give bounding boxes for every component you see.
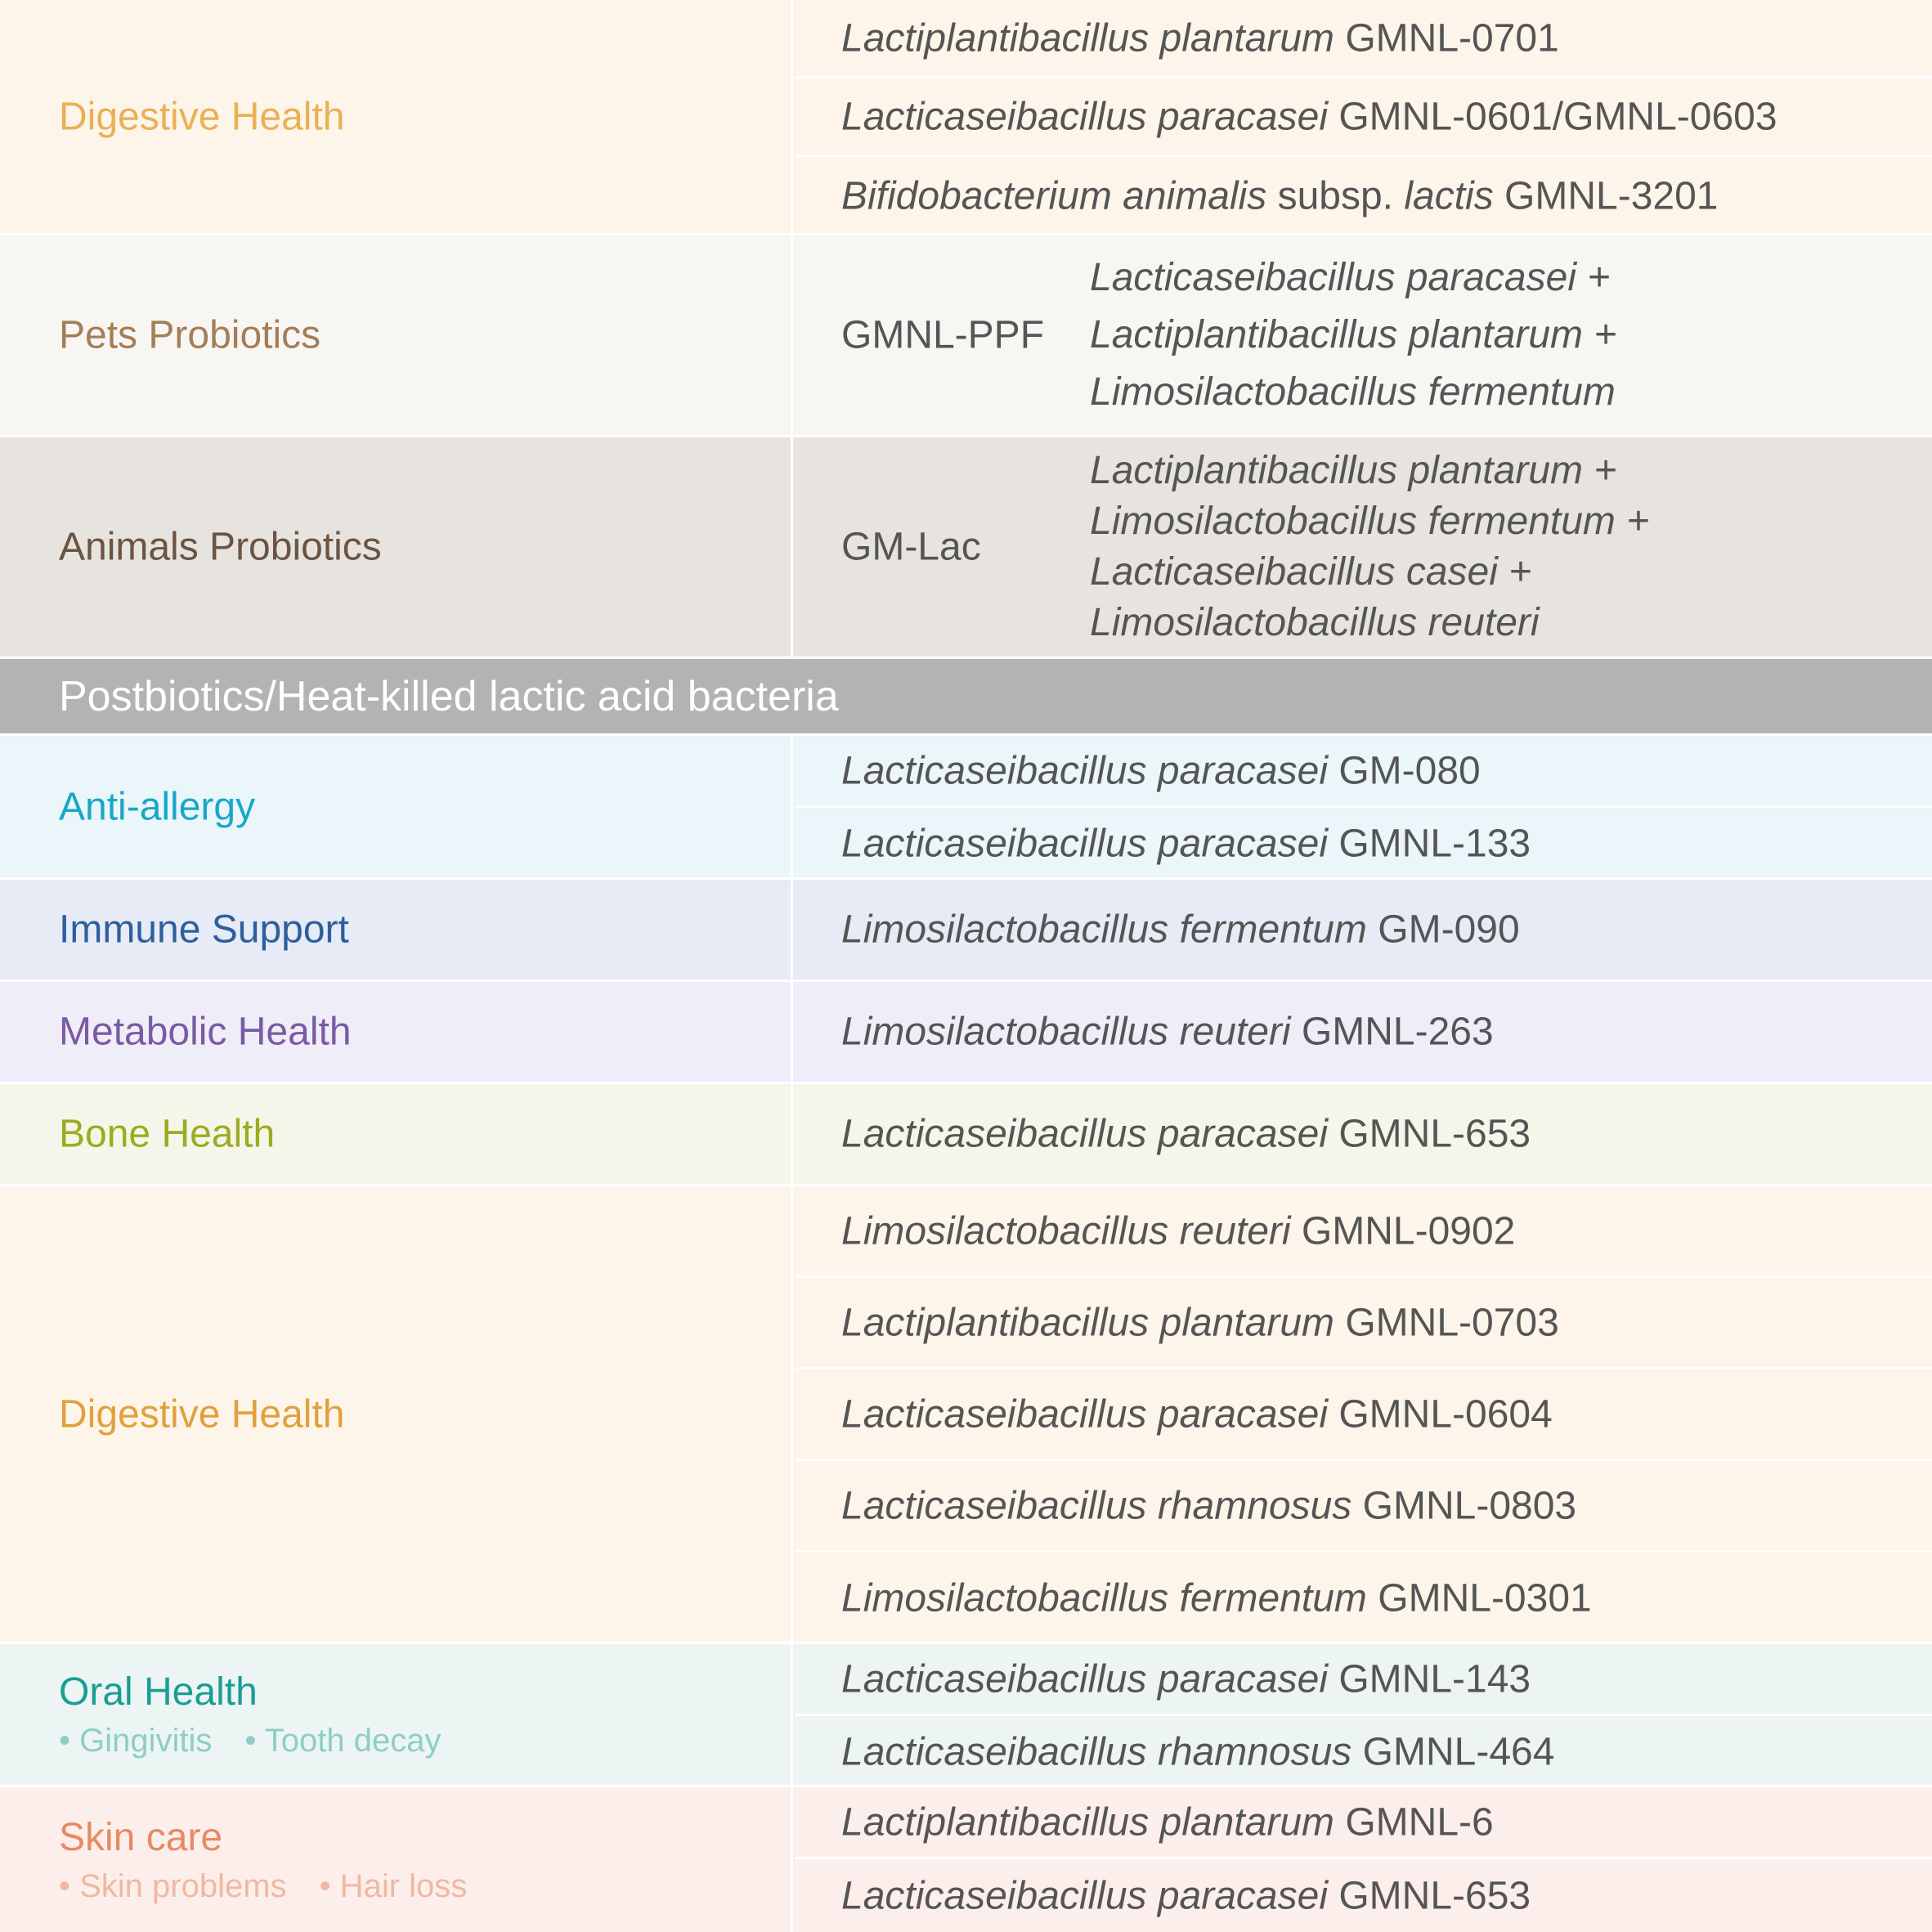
strain-code: GMNL-0803 [1362, 1484, 1577, 1527]
strain-combination [1090, 446, 1649, 648]
row-digestive-health-postbiotic [0, 1186, 1932, 1644]
strain-code: GMNL-3201 [1504, 174, 1719, 218]
category-label: Digestive Health [59, 95, 345, 138]
species: Bifidobacterium animalis [841, 174, 1267, 218]
species: Limosilactobacillus reuteri [841, 1209, 1291, 1253]
list-item [796, 0, 1932, 78]
category-label: Pets Probiotics [59, 313, 321, 357]
list-item [796, 1186, 1932, 1278]
category-label: Bone Health [59, 1112, 276, 1156]
category-label: Oral Health [59, 1670, 258, 1714]
row-immune-support [0, 880, 1932, 982]
species: Limosilactobacillus fermentum [841, 1576, 1367, 1620]
category-label: Digestive Health [59, 1392, 345, 1436]
strain-code: GM-090 [1378, 908, 1520, 952]
species: Limosilactobacillus fermentum [841, 908, 1367, 952]
subcategory-list [59, 1868, 500, 1905]
list-item [796, 736, 1932, 808]
combo-line: Limosilactobacillus fermentum + [1090, 500, 1650, 543]
species: Lacticaseibacillus rhamnosus [841, 1730, 1352, 1773]
strain-code: GMNL-133 [1338, 822, 1531, 866]
list-item [796, 1461, 1932, 1553]
species: Lacticaseibacillus paracasei [841, 1112, 1328, 1156]
row-metabolic-health [0, 982, 1932, 1084]
strain-code: GMNL-143 [1338, 1657, 1531, 1701]
row-bone-health [0, 1084, 1932, 1186]
category-label: Animals Probiotics [59, 525, 382, 569]
strain-code: GMNL-653 [1338, 1874, 1531, 1917]
species: Lacticaseibacillus paracasei [841, 749, 1328, 792]
subcategory-list [59, 1723, 474, 1759]
list-item [796, 1553, 1932, 1644]
combo-line: Limosilactobacillus fermentum [1090, 370, 1616, 414]
species: Lacticaseibacillus paracasei [841, 1657, 1328, 1701]
strain-code: GMNL-0902 [1301, 1209, 1516, 1253]
subspecies-label: subsp. [1277, 174, 1393, 218]
category-label: Skin care [59, 1815, 223, 1859]
combo-line: Lacticaseibacillus paracasei + [1090, 256, 1611, 299]
row-anti-allergy [0, 736, 1932, 880]
strain-code: GMNL-0701 [1345, 16, 1559, 60]
combo-line: Lacticaseibacillus casei + [1090, 550, 1532, 594]
strain-code: GMNL-6 [1345, 1800, 1494, 1844]
strain-code: GMNL-653 [1338, 1112, 1531, 1156]
subcategory: • Gingivitis [59, 1723, 213, 1759]
list-item [796, 1859, 1932, 1932]
list-item [796, 1716, 1932, 1787]
list-item [796, 1369, 1932, 1461]
list-item [796, 1644, 1932, 1716]
species: Lacticaseibacillus paracasei [841, 1392, 1328, 1436]
product-code: GM-Lac [841, 525, 981, 569]
subcategory: • Tooth decay [244, 1723, 442, 1759]
strain-code: GMNL-0604 [1338, 1392, 1553, 1436]
species: Lactiplantibacillus plantarum [841, 1301, 1334, 1344]
strain-code: GMNL-0601/GMNL-0603 [1338, 95, 1777, 138]
combo-line: Limosilactobacillus reuteri [1090, 601, 1540, 644]
strain-code: GMNL-464 [1362, 1730, 1555, 1773]
row-digestive-health [0, 0, 1932, 235]
species: Limosilactobacillus reuteri [841, 1010, 1291, 1054]
section-header-postbiotics [0, 659, 1932, 736]
subspecies: lactis [1404, 174, 1494, 218]
row-pets-probiotics [0, 235, 1932, 437]
category-label: Immune Support [59, 908, 349, 952]
category-label: Metabolic Health [59, 1010, 352, 1054]
category-label: Anti-allergy [59, 785, 256, 828]
species: Lactiplantibacillus plantarum [841, 1800, 1334, 1844]
list-item [796, 808, 1932, 880]
row-oral-health [0, 1644, 1932, 1787]
product-code: GMNL-PPF [841, 313, 1045, 357]
list-item [796, 1278, 1932, 1369]
species: Lacticaseibacillus paracasei [841, 95, 1328, 138]
subcategory: • Hair loss [319, 1867, 468, 1904]
species: Lactiplantibacillus plantarum [841, 16, 1334, 60]
subcategory: • Skin problems [59, 1867, 287, 1904]
combo-line: Lactiplantibacillus plantarum + [1090, 313, 1617, 356]
list-item [796, 78, 1932, 157]
species: Lacticaseibacillus paracasei [841, 1874, 1328, 1917]
species: Lacticaseibacillus paracasei [841, 822, 1328, 866]
strain-code: GMNL-0703 [1345, 1301, 1559, 1344]
strain-code: GM-080 [1338, 749, 1481, 792]
list-item [796, 1787, 1932, 1859]
strain-code: GMNL-0301 [1378, 1576, 1592, 1620]
strain-combination [1090, 249, 1616, 421]
list-item [796, 157, 1932, 235]
section-title: Postbiotics/Heat-killed lactic acid bacteria [59, 672, 839, 720]
strain-code: GMNL-263 [1301, 1010, 1494, 1054]
row-skin-care [0, 1787, 1932, 1932]
row-animals-probiotics [0, 437, 1932, 659]
combo-line: Lactiplantibacillus plantarum + [1090, 449, 1617, 492]
species: Lacticaseibacillus rhamnosus [841, 1484, 1352, 1527]
